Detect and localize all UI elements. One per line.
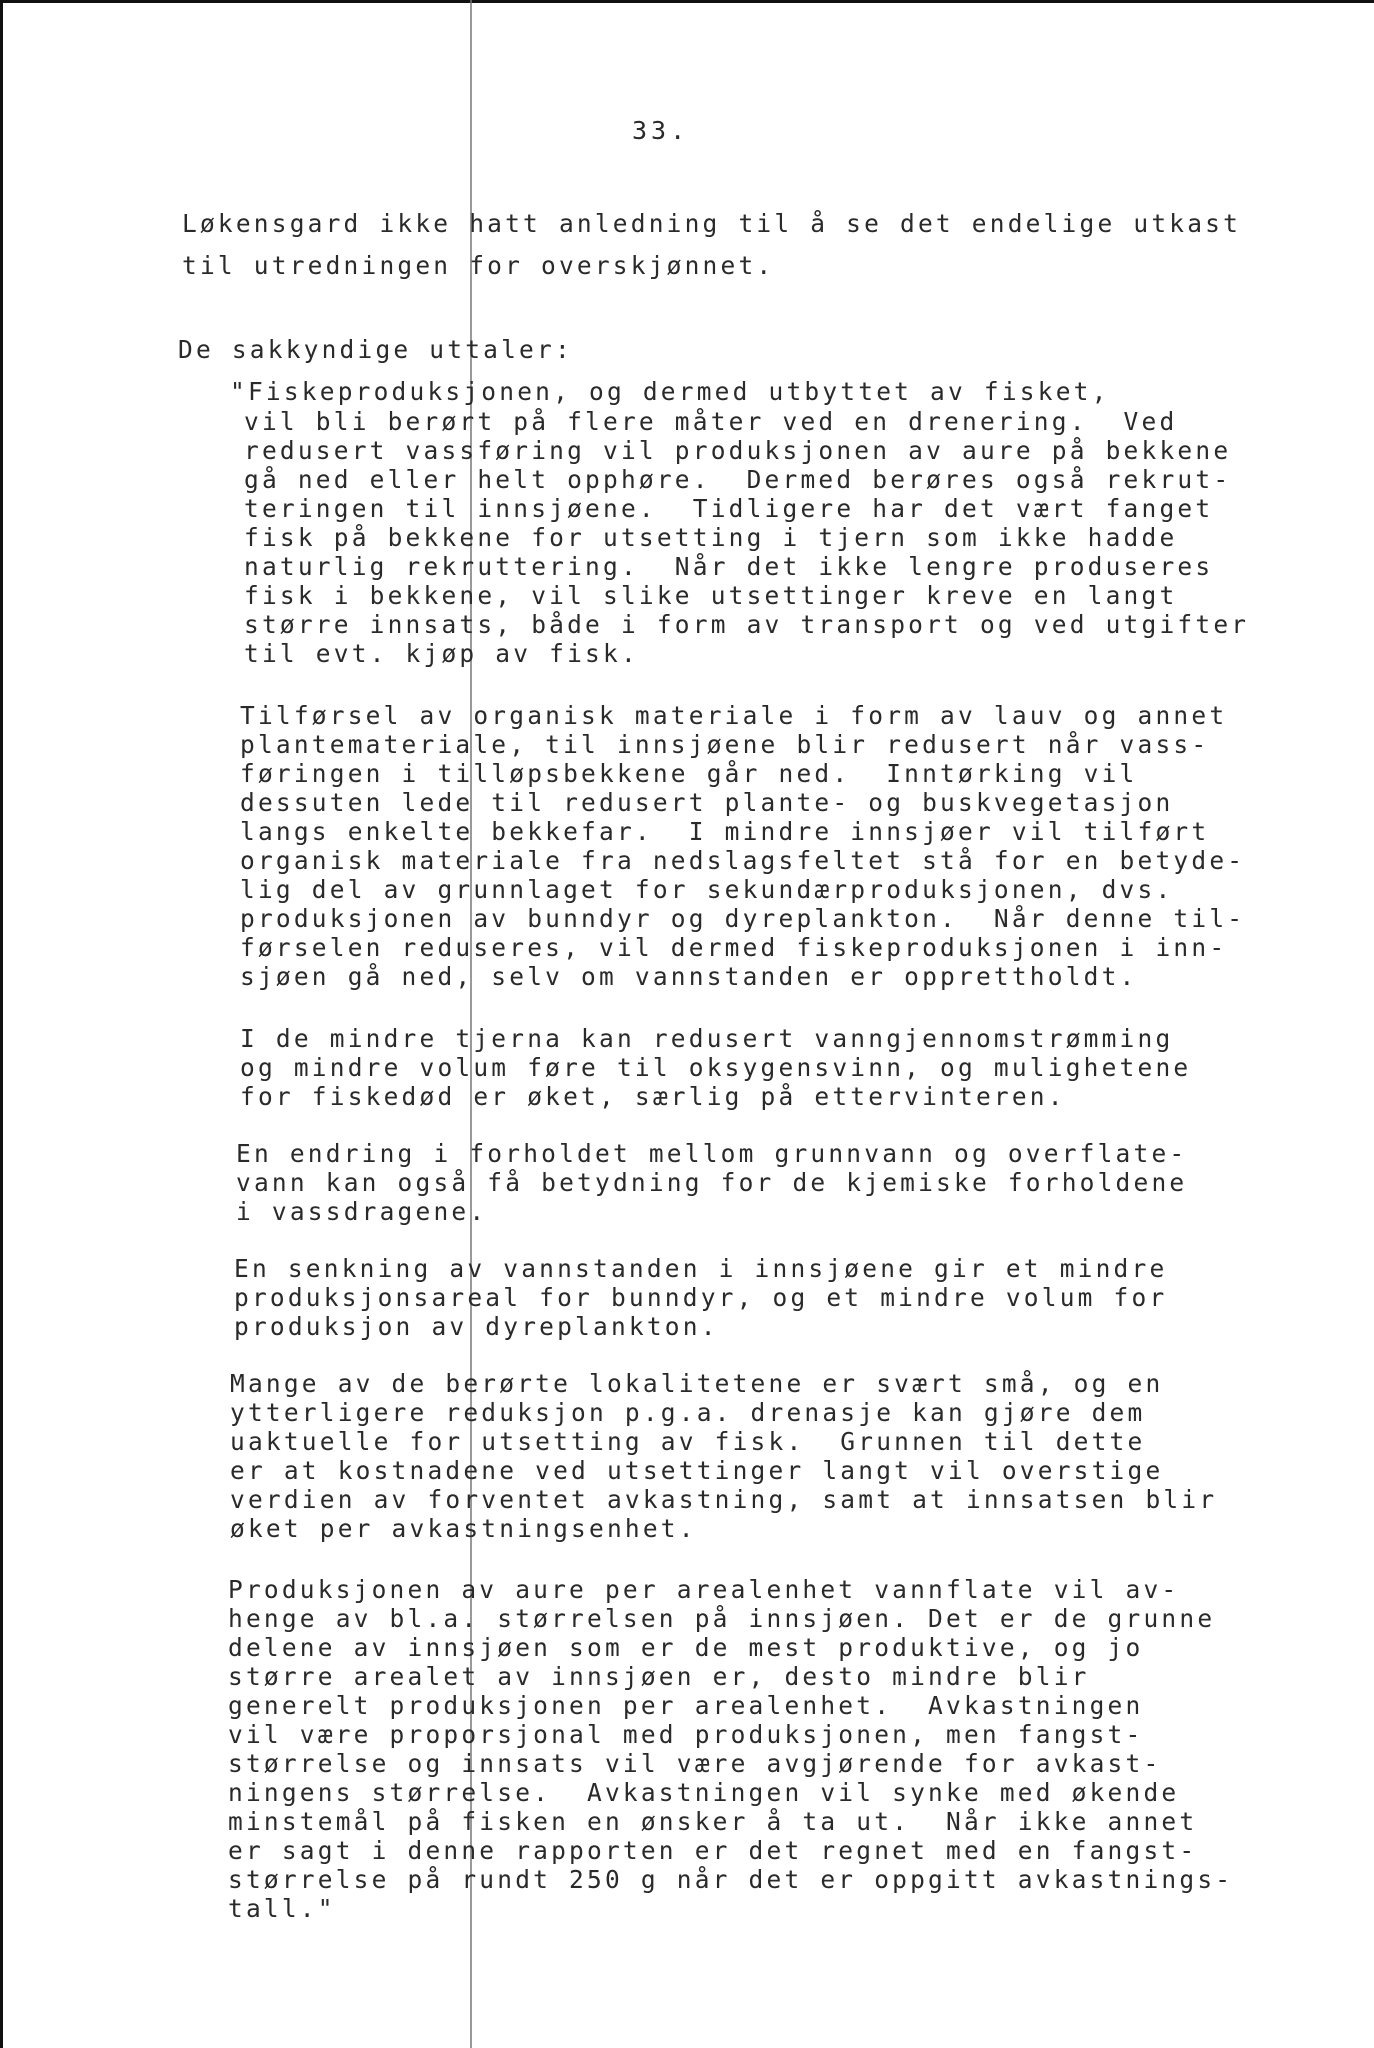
paragraph-line: større arealet av innsjøen er, desto mindre blir <box>228 1662 1090 1691</box>
paragraph-line: teringen til innsjøene. Tidligere har det vært fanget <box>244 494 1214 523</box>
scan-left-edge <box>0 0 3 2048</box>
paragraph-line: minstemål på fisken en ønsker å ta ut. Når ikke annet <box>228 1807 1198 1836</box>
paragraph-line: henge av bl.a. størrelsen på innsjøen. Det er de grunne <box>228 1604 1216 1633</box>
paragraph-line: plantemateriale, til innsjøene blir redusert når vass- <box>240 730 1210 759</box>
paragraph-line: i vassdragene. <box>236 1197 488 1226</box>
paragraph-line: sjøen gå ned, selv om vannstanden er opprettholdt. <box>240 962 1138 991</box>
section-heading: De sakkyndige uttaler: <box>178 335 573 364</box>
paragraph-line: førselen reduseres, vil dermed fiskeproduksjonen i inn- <box>240 933 1228 962</box>
paragraph-line: Produksjonen av aure per arealenhet vannflate vil av- <box>228 1575 1180 1604</box>
paragraph-line: produksjon av dyreplankton. <box>234 1312 719 1341</box>
paragraph-line: En endring i forholdet mellom grunnvann og overflate- <box>236 1139 1188 1168</box>
paragraph-line: langs enkelte bekkefar. I mindre innsjøer vil tilført <box>240 817 1210 846</box>
page-number: 33. <box>632 116 690 145</box>
paragraph-line: verdien av forventet avkastning, samt at innsatsen blir <box>230 1485 1218 1514</box>
paragraph-line: fisk på bekkene for utsetting i tjern som ikke hadde <box>244 523 1178 552</box>
paragraph-line: redusert vassføring vil produksjonen av aure på bekkene <box>244 436 1232 465</box>
paragraph-line: En senkning av vannstanden i innsjøene gir et mindre <box>234 1254 1168 1283</box>
paragraph-line: fisk i bekkene, vil slike utsettinger kreve en langt <box>244 581 1178 610</box>
paragraph-line: til evt. kjøp av fisk. <box>244 639 639 668</box>
paragraph-line: øket per avkastningsenhet. <box>230 1514 697 1543</box>
paragraph-line: og mindre volum føre til oksygensvinn, og mulighetene <box>240 1053 1192 1082</box>
paragraph-line: er sagt i denne rapporten er det regnet med en fangst- <box>228 1836 1198 1865</box>
intro-line: Løkensgard ikke hatt anledning til å se det endelige utkast <box>182 209 1242 238</box>
scan-top-edge <box>0 0 1374 3</box>
paragraph-line: vil bli berørt på flere måter ved en drenering. Ved <box>244 407 1178 436</box>
paragraph-line: produksjonen av bunndyr og dyreplankton. Når denne til- <box>240 904 1246 933</box>
paragraph-line: Tilførsel av organisk materiale i form av lauv og annet <box>240 701 1228 730</box>
intro-line: til utredningen for overskjønnet. <box>182 251 775 280</box>
paragraph-line: generelt produksjonen per arealenhet. Avkastningen <box>228 1691 1144 1720</box>
paragraph-line: ytterligere reduksjon p.g.a. drenasje kan gjøre dem <box>230 1398 1146 1427</box>
paragraph-line: dessuten lede til redusert plante- og buskvegetasjon <box>240 788 1174 817</box>
paragraph-line: I de mindre tjerna kan redusert vanngjennomstrømming <box>240 1024 1174 1053</box>
paragraph-line: vil være proporsjonal med produksjonen, men fangst- <box>228 1720 1144 1749</box>
paragraph-line: delene av innsjøen som er de mest produktive, og jo <box>228 1633 1144 1662</box>
paragraph-line: Mange av de berørte lokalitetene er svært små, og en <box>230 1369 1164 1398</box>
paragraph-line: naturlig rekruttering. Når det ikke lengre produseres <box>244 552 1214 581</box>
paragraph-line: størrelse og innsats vil være avgjørende for avkast- <box>228 1749 1162 1778</box>
paragraph-line: størrelse på rundt 250 g når det er oppgitt avkastnings- <box>228 1865 1234 1894</box>
paragraph-line: uaktuelle for utsetting av fisk. Grunnen til dette <box>230 1427 1146 1456</box>
paragraph-line: "Fiskeproduksjonen, og dermed utbyttet av fisket, <box>230 377 1110 406</box>
paragraph-line: organisk materiale fra nedslagsfeltet stå for en betyde- <box>240 846 1246 875</box>
paragraph-line: gå ned eller helt opphøre. Dermed berøres også rekrut- <box>244 465 1232 494</box>
paragraph-line: vann kan også få betydning for de kjemiske forholdene <box>236 1168 1188 1197</box>
paragraph-line: er at kostnadene ved utsettinger langt vil overstige <box>230 1456 1164 1485</box>
paragraph-line: produksjonsareal for bunndyr, og et mindre volum for <box>234 1283 1168 1312</box>
paragraph-line: lig del av grunnlaget for sekundærproduksjonen, dvs. <box>240 875 1174 904</box>
paragraph-line: tall." <box>228 1894 336 1923</box>
paragraph-line: større innsats, både i form av transport og ved utgifter <box>244 610 1250 639</box>
paragraph-line: for fiskedød er øket, særlig på ettervinteren. <box>240 1082 1066 1111</box>
paragraph-line: føringen i tilløpsbekkene går ned. Inntørking vil <box>240 759 1138 788</box>
paragraph-line: ningens størrelse. Avkastningen vil synke med økende <box>228 1778 1180 1807</box>
